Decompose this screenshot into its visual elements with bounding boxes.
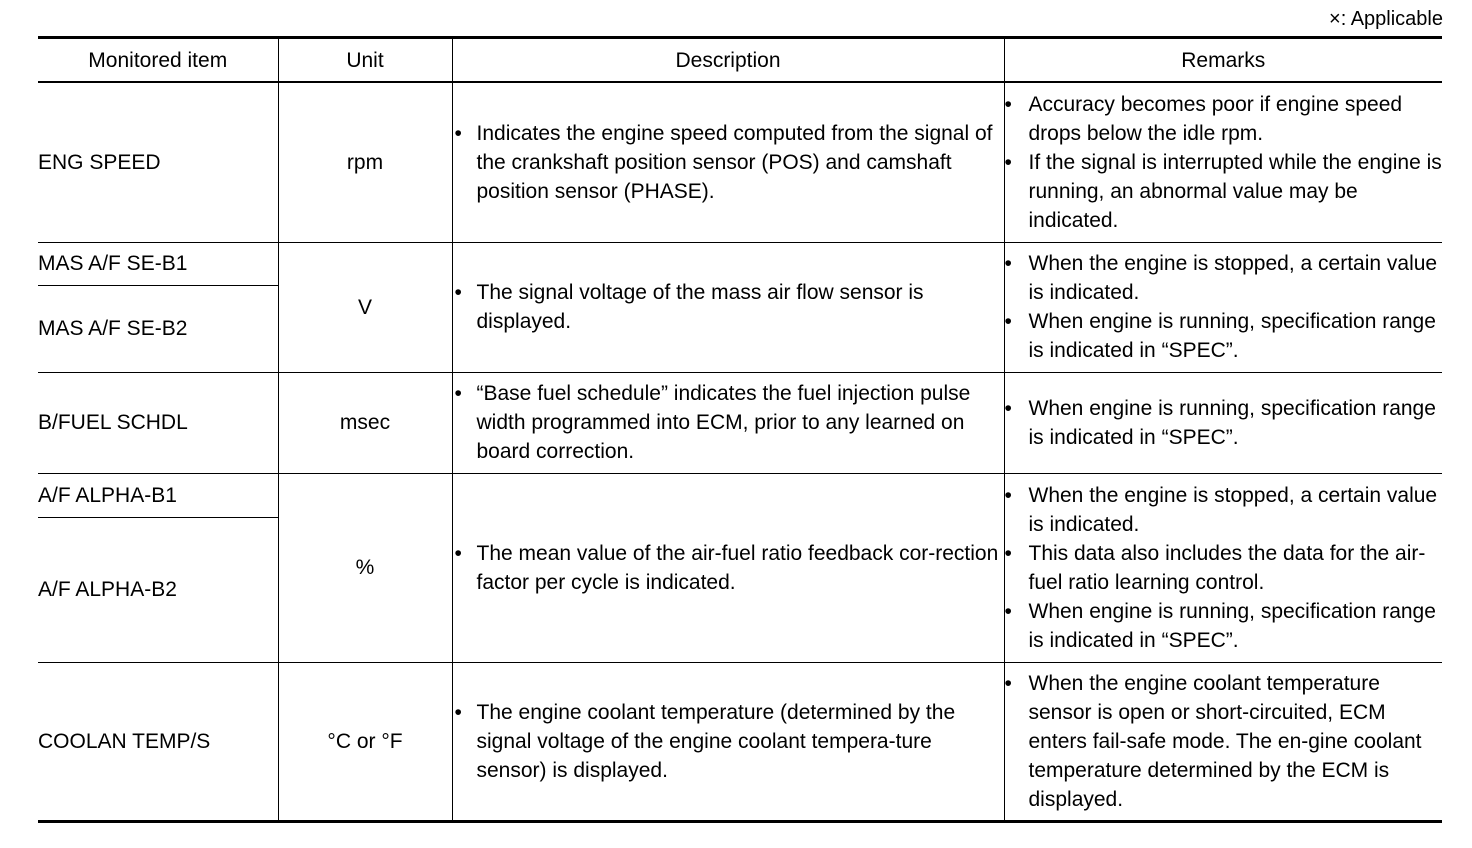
remarks-cell [1004, 662, 1442, 821]
remark-bullet: • If the signal is interrupted while the engine is running, an abnormal value may be indicated. [1005, 148, 1443, 235]
item-b-fuel-schdl: B/FUEL SCHDL [38, 372, 278, 473]
table-row [38, 372, 1442, 473]
item-mas-af-se-b2: MAS A/F SE-B2 [38, 285, 278, 372]
unit-cell: V [278, 242, 452, 372]
header-remarks: Remarks [1004, 38, 1442, 83]
remarks-cell [1004, 473, 1442, 662]
remark-bullet: • When the engine coolant temperature sensor is open or short-circuited, ECM enters fail-safe mode. The en-gine coolant temperature determined by the ECM is displayed. [1005, 669, 1443, 814]
remark-bullet: • This data also includes the data for the air-fuel ratio learning control. [1005, 539, 1443, 597]
table-row [38, 473, 1442, 517]
unit-cell: rpm [278, 82, 452, 242]
applicable-legend: ×: Applicable [1329, 8, 1443, 30]
description-bullet: • The mean value of the air-fuel ratio feedback cor-rection factor per cycle is indicated. [453, 539, 1004, 597]
item-eng-speed: ENG SPEED [38, 82, 278, 242]
remarks-cell [1004, 82, 1442, 242]
description-bullet: • Indicates the engine speed computed from the signal of the crankshaft position sensor (POS) and camshaft position sensor (PHASE). [453, 119, 1004, 206]
item-af-alpha-b1: A/F ALPHA-B1 [38, 473, 278, 517]
description-cell [452, 82, 1004, 242]
item-coolan-temp-s: COOLAN TEMP/S [38, 662, 278, 821]
remarks-cell [1004, 372, 1442, 473]
item-af-alpha-b2: A/F ALPHA-B2 [38, 517, 278, 662]
item-mas-af-se-b1: MAS A/F SE-B1 [38, 242, 278, 285]
remark-bullet: • When engine is running, specification range is indicated in “SPEC”. [1005, 597, 1443, 655]
remark-bullet: • When engine is running, specification range is indicated in “SPEC”. [1005, 307, 1443, 365]
description-bullet: • “Base fuel schedule” indicates the fuel injection pulse width programmed into ECM, prior to any learned on board correction. [453, 379, 1004, 466]
description-cell [452, 662, 1004, 821]
unit-cell: % [278, 473, 452, 662]
table-row [38, 82, 1442, 242]
description-bullet: • The signal voltage of the mass air flow sensor is displayed. [453, 278, 1004, 336]
remark-bullet: • When engine is running, specification range is indicated in “SPEC”. [1005, 394, 1443, 452]
table-row [38, 662, 1442, 821]
header-description: Description [452, 38, 1004, 83]
remark-bullet: • When the engine is stopped, a certain value is indicated. [1005, 481, 1443, 539]
description-cell [452, 242, 1004, 372]
header-unit: Unit [278, 38, 452, 83]
table-row [38, 242, 1442, 285]
header-row [38, 38, 1442, 83]
monitored-items-table [38, 36, 1442, 823]
remark-bullet: • When the engine is stopped, a certain value is indicated. [1005, 249, 1443, 307]
unit-cell: °C or °F [278, 662, 452, 821]
header-monitored-item: Monitored item [38, 38, 278, 83]
remark-bullet: • Accuracy becomes poor if engine speed drops below the idle rpm. [1005, 90, 1443, 148]
description-bullet: • The engine coolant temperature (determined by the signal voltage of the engine coolant tempera-ture sensor) is displayed. [453, 698, 1004, 785]
description-cell [452, 372, 1004, 473]
unit-cell: msec [278, 372, 452, 473]
remarks-cell [1004, 242, 1442, 372]
description-cell [452, 473, 1004, 662]
